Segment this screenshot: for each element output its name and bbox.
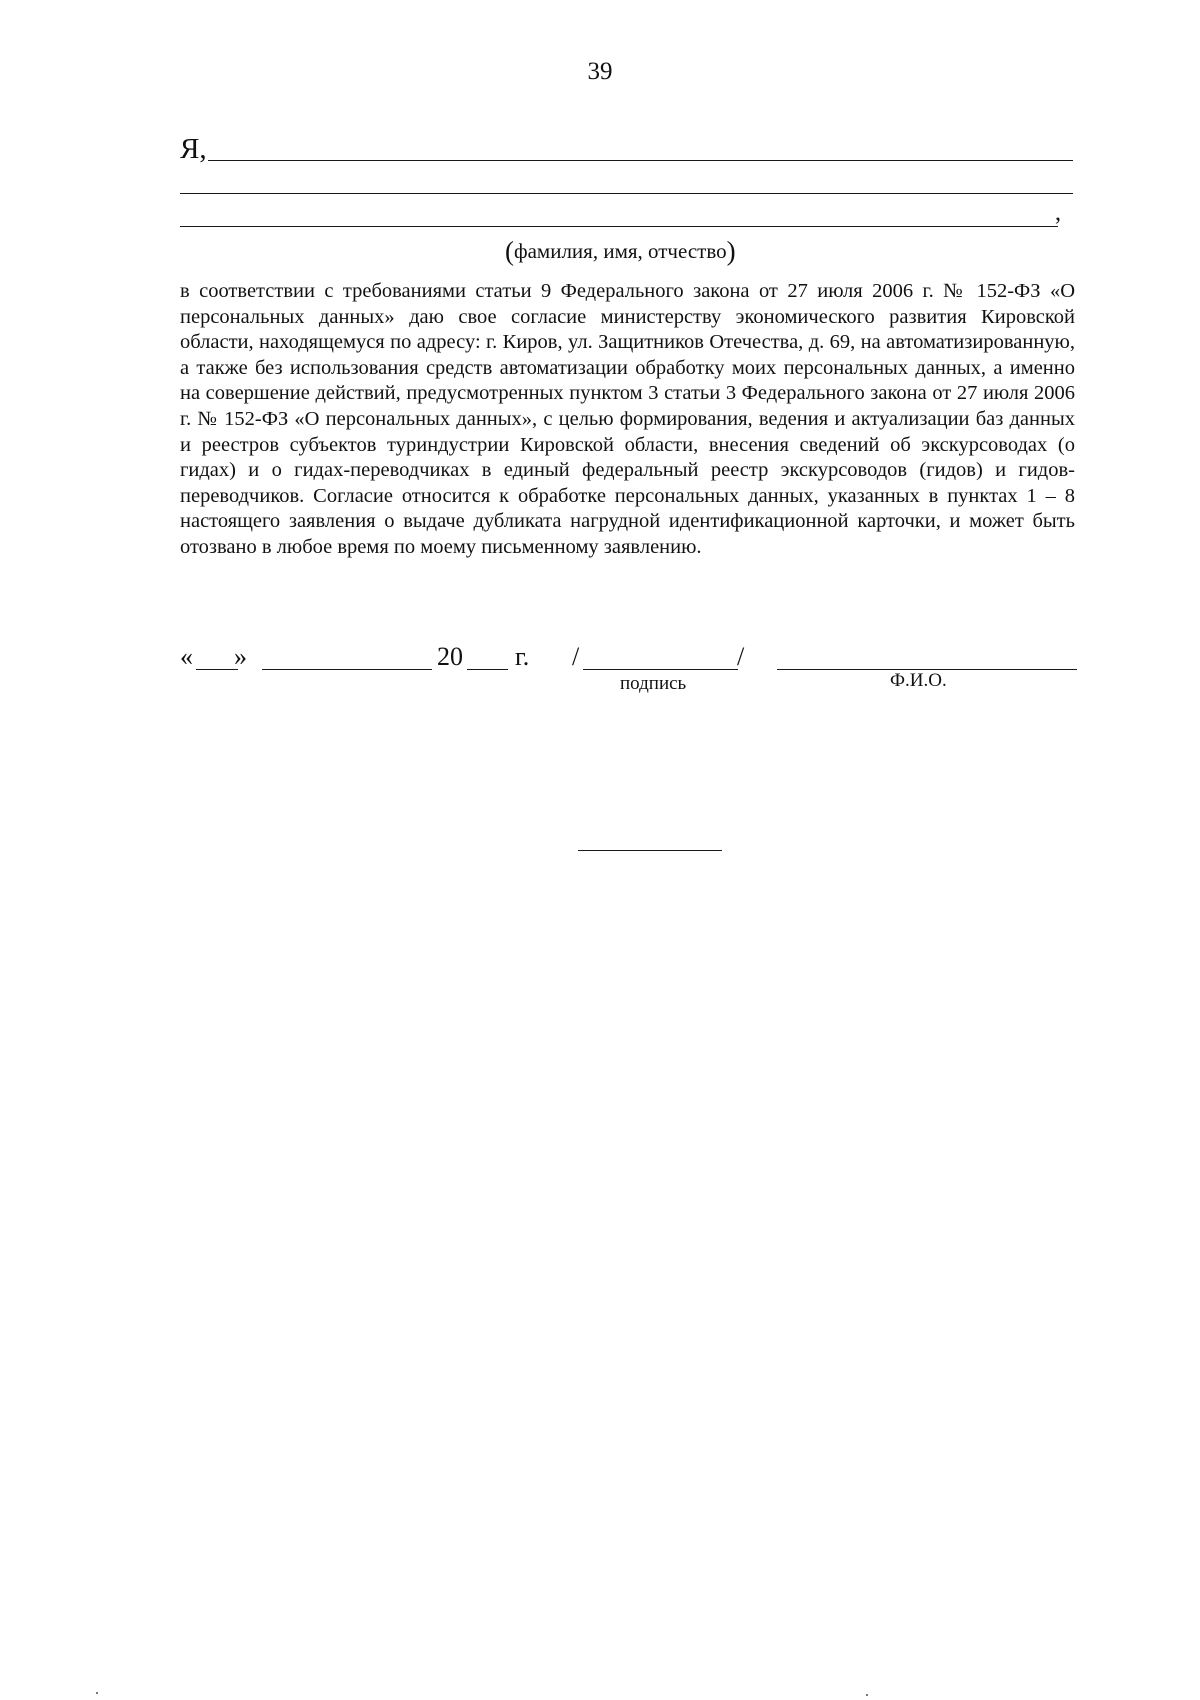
name-line-1[interactable] <box>208 160 1073 161</box>
scan-speck <box>866 1694 868 1696</box>
day-field[interactable] <box>196 669 238 670</box>
name-line-3[interactable] <box>180 226 1058 227</box>
section-end-rule <box>578 850 722 851</box>
name-line-comma: , <box>1055 200 1061 226</box>
name-prefix: Я, <box>180 133 207 165</box>
consent-paragraph: в соответствии с требованиями статьи 9 Федерального закона от 27 июля 2006 г. № 152-ФЗ «О персональных данных» даю свое согласие министерству экономического развития Кировской области, находящемуся по адресу: г. Киров, ул. Защитников Отечества, д. 69, на автоматизированную, а также без использования средств автоматизации обработку моих персональных данных, а именно на совершение действий, предусмотренных пунктом 3 статьи 3 Федерального закона от 27 июля 2006 г. № 152-ФЗ «О персональных данных», с целью формирования, ведения и актуализации баз данных и реестров субъектов туриндустрии Кировской области, внесения сведений об экскурсоводах (о гидах) и о гидах-переводчиках в единый федеральный реестр экскурсоводов (гидов) и гидов-переводчиков. Согласие относится к обработке персональных данных, указанных в пунктах 1 – 8 настоящего заявления о выдаче дубликата нагрудной идентификационной карточки, и может быть отозвано в любое время по моему письменному заявлению. <box>180 280 1075 558</box>
date-quote-open: « <box>180 642 193 671</box>
full-name-label: Ф.И.О. <box>890 670 947 691</box>
year-prefix: 20 <box>437 642 463 671</box>
caption-open-paren: ( <box>505 236 514 266</box>
signature-slash-left: / <box>572 642 580 671</box>
year-suffix: г. <box>515 642 530 671</box>
signature-label: подпись <box>620 673 687 694</box>
page-number: 39 <box>587 58 613 85</box>
month-field[interactable] <box>262 669 432 670</box>
date-quote-close: » <box>234 642 247 671</box>
signature-field[interactable] <box>583 669 738 670</box>
name-caption <box>505 236 736 267</box>
year-field[interactable] <box>467 669 508 670</box>
scan-speck <box>96 1692 98 1694</box>
signature-slash-right: / <box>737 642 745 671</box>
caption-text: фамилия, имя, отчество <box>514 239 727 263</box>
name-line-2[interactable] <box>180 193 1073 194</box>
caption-close-paren: ) <box>726 236 736 266</box>
